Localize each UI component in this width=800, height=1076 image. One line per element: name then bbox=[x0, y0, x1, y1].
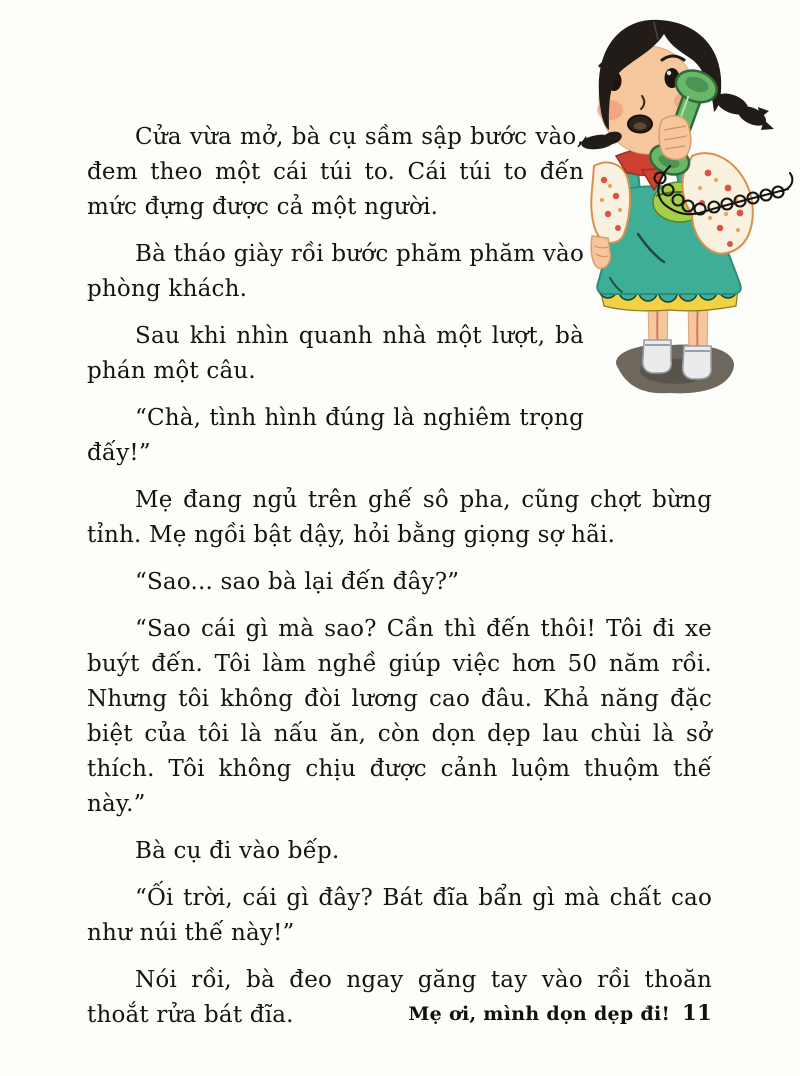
story-paragraph: Nói rồi, bà đeo ngay găng tay vào rồi thoăn thoắt rửa bát đĩa. bbox=[87, 967, 712, 1028]
running-title: Mẹ ơi, mình dọn dẹp đi! bbox=[408, 1003, 671, 1025]
page-footer bbox=[87, 1000, 712, 1025]
story-paragraph: “Sao cái gì mà sao? Cần thì đến thôi! Tôi đi xe buýt đến. Tôi làm nghề giúp việc hơn 50 năm rồi. Nhưng tôi không đòi lương cao đâu. Khả năng đặc biệt của tôi là nấu ăn, còn dọn dẹp lau chùi là sở thích. Tôi không chịu được cảnh luộm thuộm thế này.” bbox=[87, 616, 712, 817]
story-paragraph: Mẹ đang ngủ trên ghế sô pha, cũng chợt bừng tỉnh. Mẹ ngồi bật dậy, hỏi bằng giọng sợ hãi. bbox=[87, 487, 712, 548]
story-paragraph: “Chà, tình hình đúng là nghiêm trọng đấy!” bbox=[87, 405, 584, 466]
story-paragraph: “Ối trời, cái gì đây? Bát đĩa bẩn gì mà chất cao như núi thế này!” bbox=[87, 885, 712, 946]
story-paragraph: Cửa vừa mở, bà cụ sầm sập bước vào, đem theo một cái túi to. Cái túi to đến mức đựng được cả một người. bbox=[87, 124, 584, 220]
story-paragraph: Sau khi nhìn quanh nhà một lượt, bà phán một câu. bbox=[87, 323, 584, 384]
story-paragraph: Bà cụ đi vào bếp. bbox=[135, 838, 340, 864]
story-text bbox=[87, 120, 712, 1045]
story-paragraph: Bà tháo giày rồi bước phăm phăm vào phòng khách. bbox=[87, 241, 584, 302]
page-number: 11 bbox=[682, 1000, 712, 1025]
illustration-spacer bbox=[584, 120, 712, 405]
story-paragraph: “Sao... sao bà lại đến đây?” bbox=[135, 569, 460, 595]
